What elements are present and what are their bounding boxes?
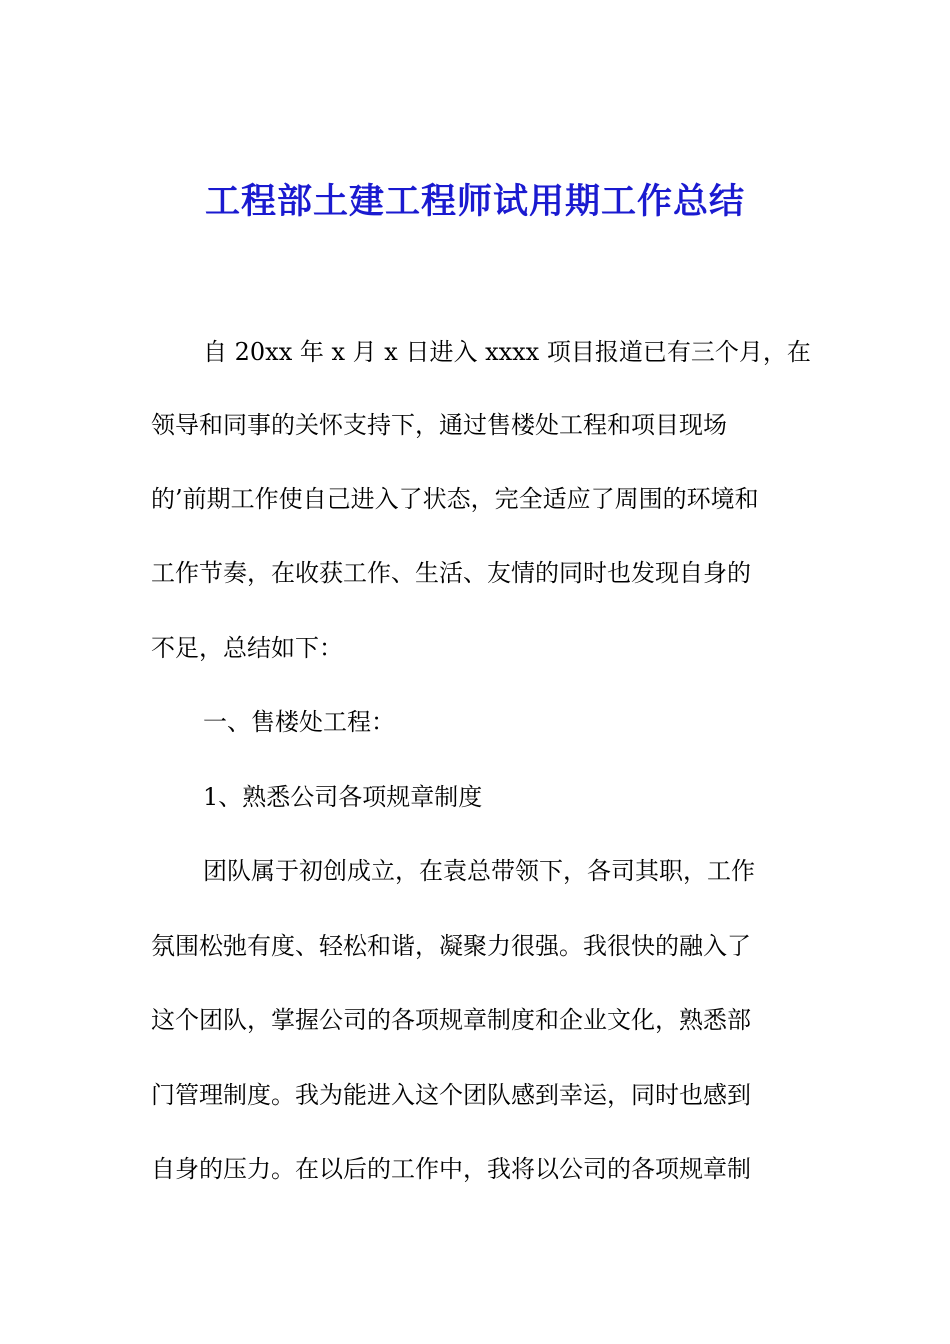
paragraph-line: 门管理制度。我为能进入这个团队感到幸运，同时也感到 — [151, 1081, 751, 1109]
document-title: 工程部土建工程师试用期工作总结 — [204, 182, 745, 222]
section-heading: 一、售楼处工程： — [203, 708, 395, 736]
paragraph-line: 氛围松弛有度、轻松和谐，凝聚力很强。我很快的融入了 — [151, 932, 751, 960]
paragraph-line: 工作节奏，在收获工作、生活、友情的同时也发现自身的 — [151, 559, 751, 587]
subsection-heading: 1、熟悉公司各项规章制度 — [203, 783, 483, 811]
paragraph-line: 不足，总结如下： — [151, 634, 343, 662]
paragraph-line: 自身的压力。在以后的工作中，我将以公司的各项规章制 — [151, 1155, 751, 1183]
paragraph-line: 的’前期工作使自己进入了状态，完全适应了周围的环境和 — [151, 485, 759, 513]
paragraph-line: 领导和同事的关怀支持下，通过售楼处工程和项目现场 — [151, 411, 727, 439]
paragraph-line: 自 20xx 年 x 月 x 日进入 xxxx 项目报道已有三个月，在 — [203, 338, 811, 366]
paragraph-line: 团队属于初创成立，在袁总带领下，各司其职，工作 — [203, 857, 755, 885]
paragraph-line: 这个团队，掌握公司的各项规章制度和企业文化，熟悉部 — [151, 1006, 751, 1034]
